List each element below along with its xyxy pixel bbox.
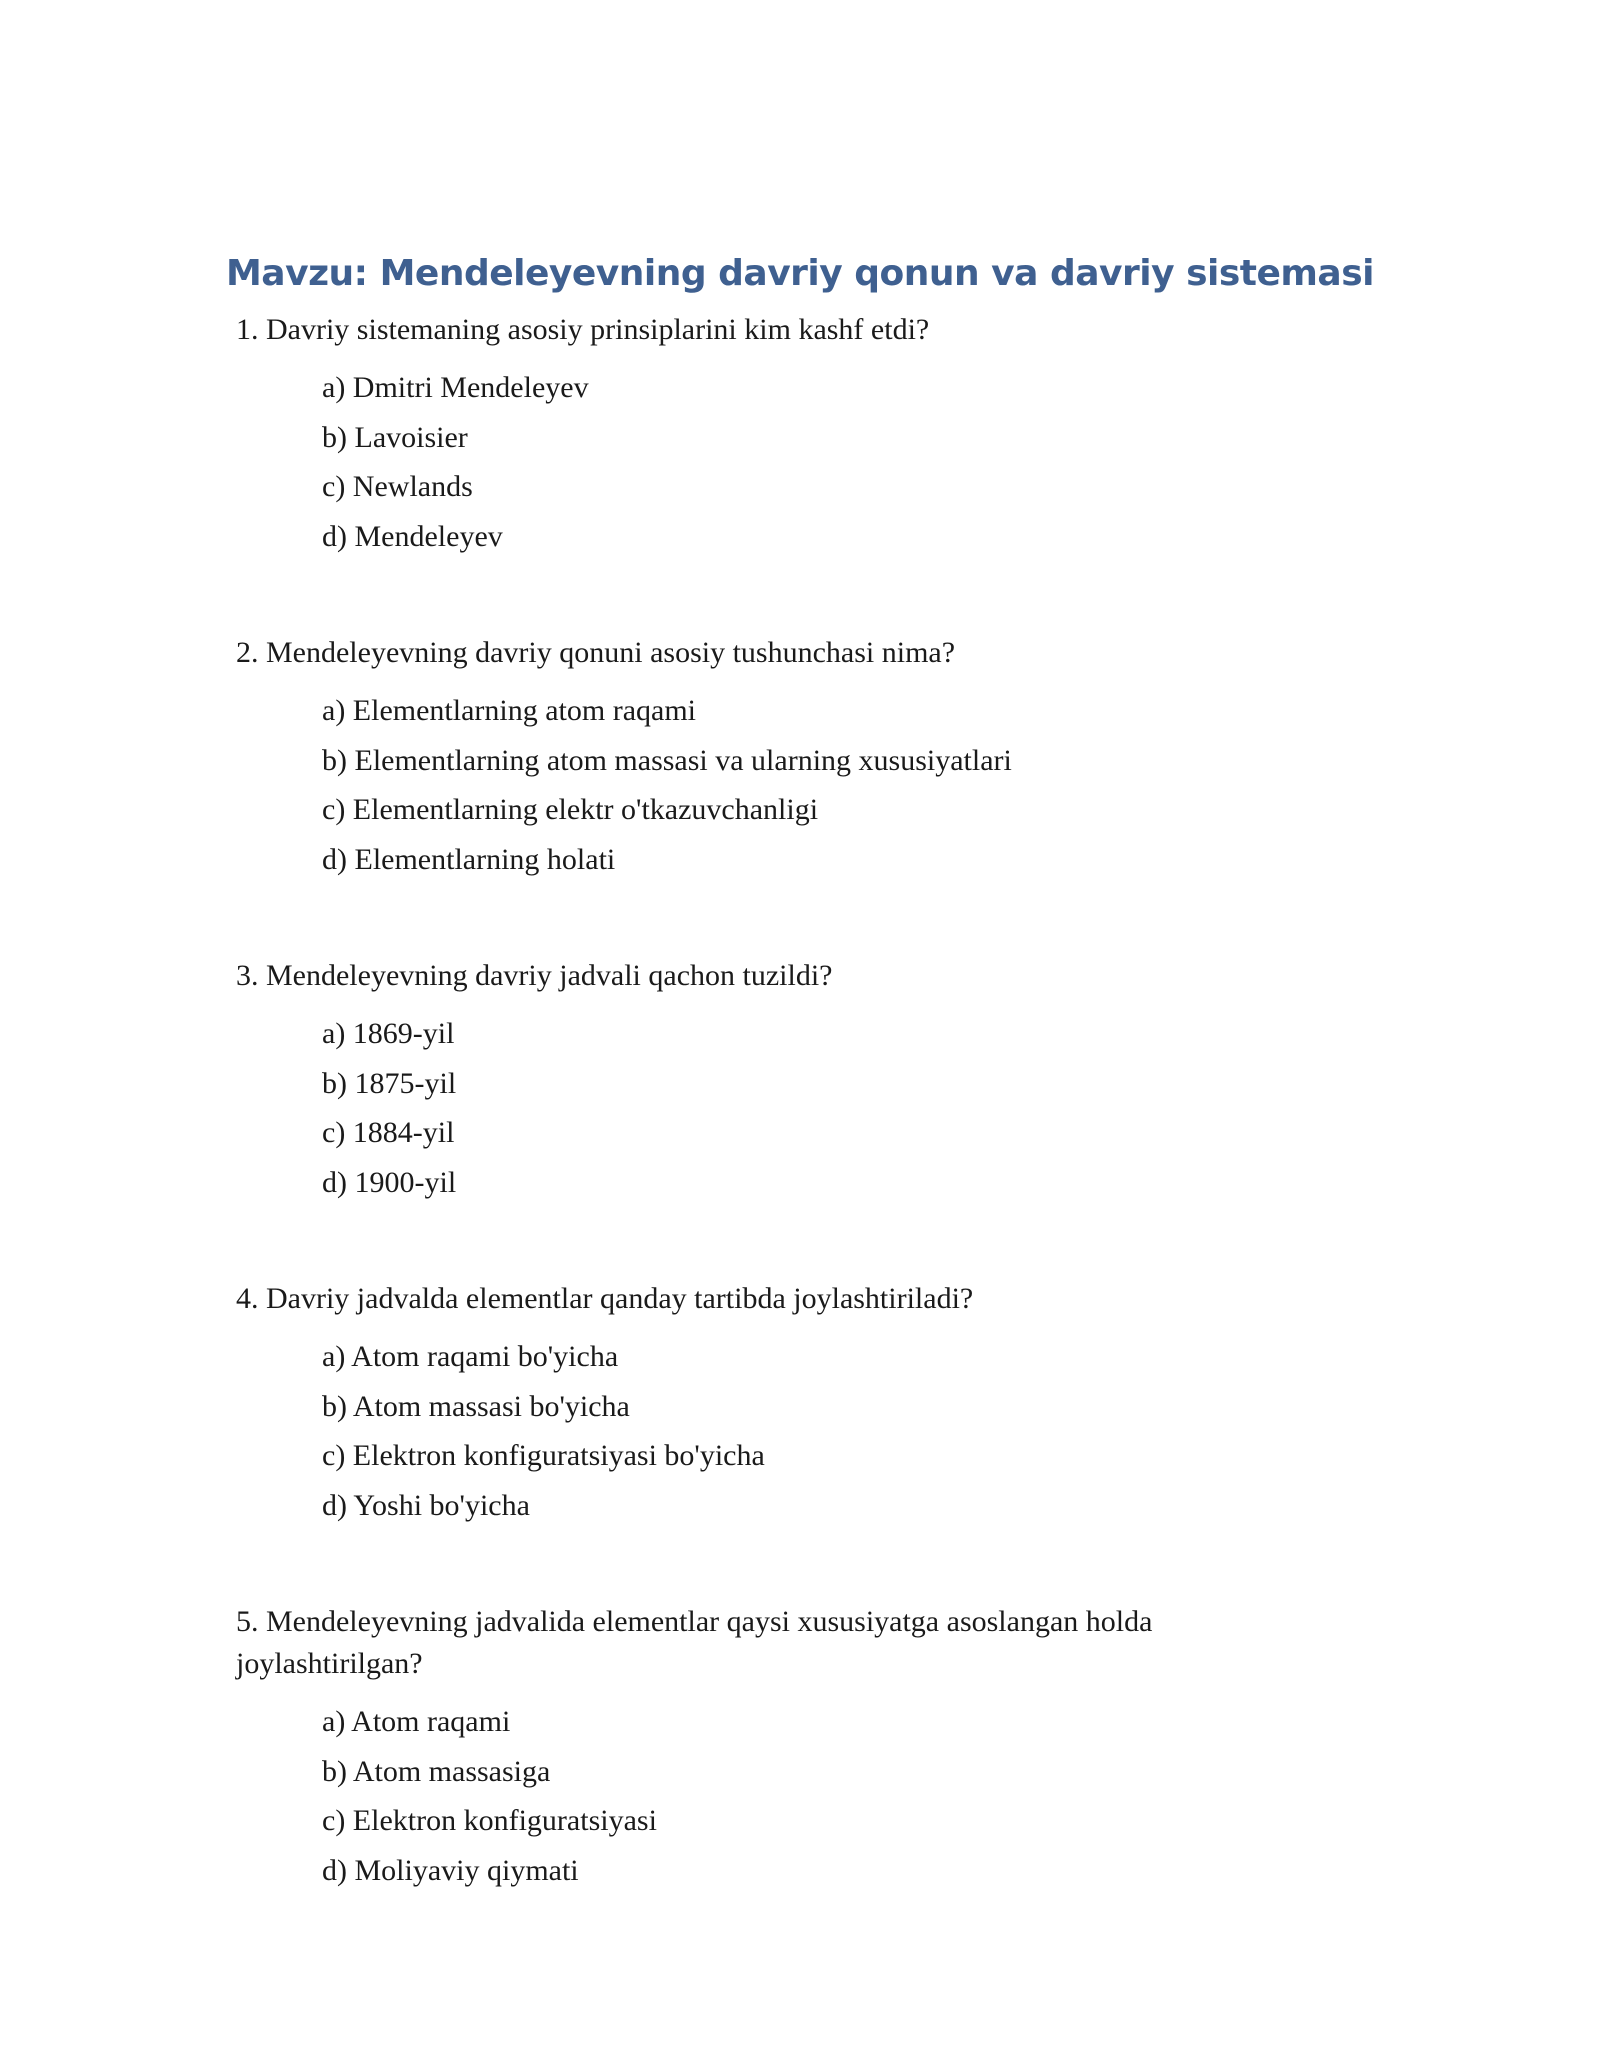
option-1b: b) Lavoisier bbox=[322, 420, 468, 454]
option-4b: b) Atom massasi bo'yicha bbox=[322, 1389, 630, 1423]
question-2-options bbox=[322, 686, 1322, 884]
option-3a: a) 1869-yil bbox=[322, 1017, 455, 1050]
option-4a: a) Atom raqami bo'yicha bbox=[322, 1340, 619, 1373]
question-1-options bbox=[322, 363, 1322, 561]
option-3d: d) 1900-yil bbox=[322, 1165, 457, 1199]
question-3: 3. Mendeleyevning davriy jadvali qachon tuzildi? bbox=[236, 959, 833, 992]
option-1a: a) Dmitri Mendeleyev bbox=[322, 371, 589, 404]
page-title: Mavzu: Mendeleyevning davriy qonun va davriy sistemasi bbox=[225, 253, 1374, 294]
option-5c: c) Elektron konfiguratsiyasi bbox=[322, 1804, 657, 1837]
option-2a: a) Elementlarning atom raqami bbox=[322, 694, 697, 727]
option-5d: d) Moliyaviy qiymati bbox=[322, 1853, 579, 1887]
question-5: 5. Mendeleyevning jadvalida elementlar qaysi xususiyatga asoslangan holda joylashtirilgan? bbox=[236, 1605, 1153, 1680]
option-4c: c) Elektron konfiguratsiyasi bo'yicha bbox=[322, 1439, 765, 1472]
option-1c: c) Newlands bbox=[322, 470, 473, 503]
option-2b: b) Elementlarning atom massasi va ularning xususiyatlari bbox=[322, 743, 1012, 777]
option-4d: d) Yoshi bo'yicha bbox=[322, 1488, 530, 1522]
option-2d: d) Elementlarning holati bbox=[322, 842, 616, 876]
option-3b: b) 1875-yil bbox=[322, 1066, 457, 1100]
option-5a: a) Atom raqami bbox=[322, 1705, 511, 1738]
question-3-options bbox=[322, 1009, 1322, 1207]
question-4: 4. Davriy jadvalda elementlar qanday tartibda joylashtiriladi? bbox=[236, 1282, 974, 1315]
question-2: 2. Mendeleyevning davriy qonuni asosiy tushunchasi nima? bbox=[236, 636, 956, 669]
question-1: 1. Davriy sistemaning asosiy prinsiplarini kim kashf etdi? bbox=[236, 313, 930, 346]
question-4-options bbox=[322, 1332, 1322, 1530]
option-5b: b) Atom massasiga bbox=[322, 1754, 551, 1788]
option-2c: c) Elementlarning elektr o'tkazuvchanligi bbox=[322, 793, 819, 826]
option-3c: c) 1884-yil bbox=[322, 1116, 455, 1149]
question-5-options bbox=[322, 1697, 1322, 1895]
option-1d: d) Mendeleyev bbox=[322, 519, 503, 553]
